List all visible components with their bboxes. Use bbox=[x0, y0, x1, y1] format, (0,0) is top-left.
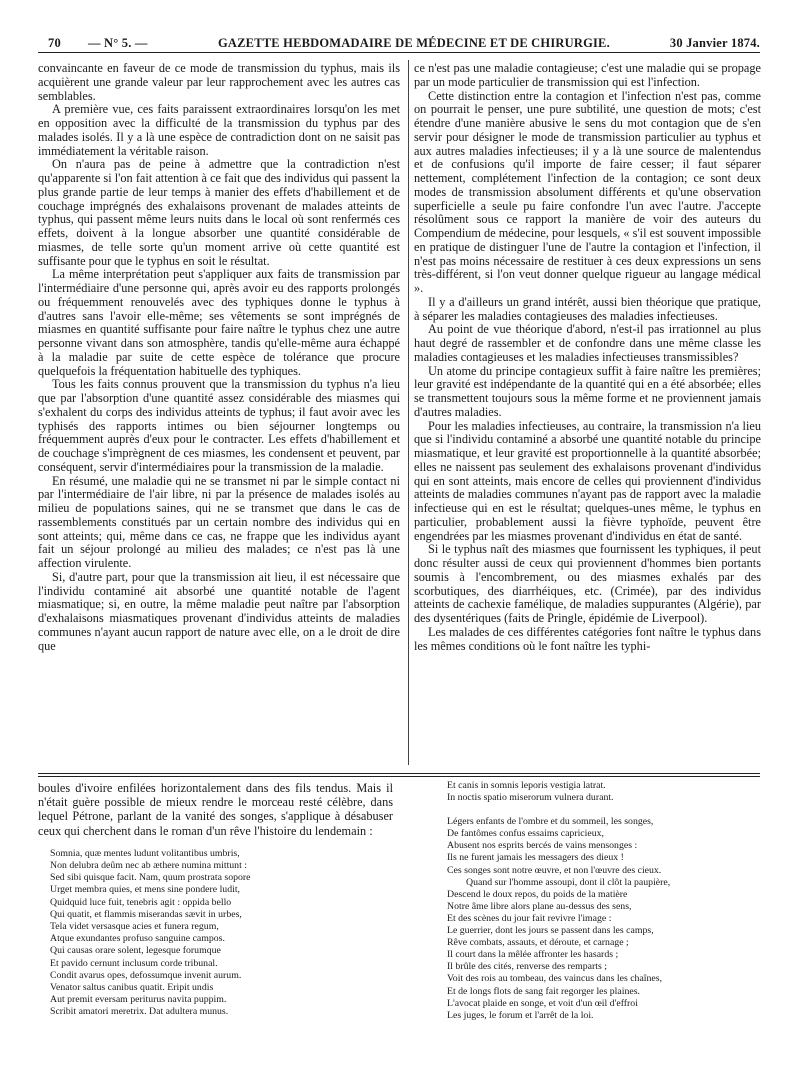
verse-line: Somnia, quæ mentes ludunt volitantibus umbris, bbox=[50, 847, 240, 859]
paragraph: La même interprétation peut s'appliquer aux faits de transmission par l'intermédiaire d'une personne qui, après avoir eu des rapports prolongés ou fréquemment renouvelés avec des typhiques donne le typhus à d'autres sans l'avoir elle-même; ses vêtements se sont imprégnés de miasmes en quantité suffisante pour faire naître le typhus chez une autre personne vivant dans son atmosphère, tandis qu'elle-même aura échappé à la maladie par suite de cette espèce de tolérance que procure quelquefois la fréquentation habituelle des typhiques. bbox=[38, 267, 400, 378]
verse-line: Descend le doux repos, du poids de la matière bbox=[447, 888, 628, 900]
verse-line: In noctis spatio miserorum vulnera durant. bbox=[447, 792, 614, 804]
feuilleton-rule-double bbox=[38, 776, 760, 777]
verse-line: Il brûle des cités, renverse des remparts ; bbox=[447, 961, 607, 973]
verse-line: Venator saltus canibus quatit. Eripit undis bbox=[50, 982, 214, 994]
page-number: 70 bbox=[48, 36, 61, 50]
verse-line: Aut premit eversam periturus navita puppim. bbox=[50, 994, 227, 1006]
feuilleton-rule bbox=[38, 773, 760, 774]
right-column bbox=[414, 62, 761, 653]
paragraph: En résumé, une maladie qui ne se transmet ni par le simple contact ni par l'intermédiaire de l'air libre, ni par la présence de malades isolés au milieu de populations saines, qui ne se transmet que dans le cas de rassemblements constitués par un certain nombre des individus qui en sont atteints; qui, même dans ce cas, ne frappe que les individus ayant fait un séjour prolongé au milieu des malades; ce n'est pas là une affection virulente. bbox=[38, 473, 400, 570]
verse-line: Quidquid luce fuit, tenebris agit : oppida bello bbox=[50, 896, 232, 908]
issue-date: 30 Janvier 1874. bbox=[669, 36, 760, 50]
header-rule bbox=[38, 52, 760, 53]
verse-line: Qui quatit, et flammis miserandas sævit in urbes, bbox=[50, 908, 242, 920]
paragraph: Tous les faits connus prouvent que la transmission du typhus n'a lieu que par l'absorption d'une quantité assez considérable des miasmes qui s'exhalent du corps des individus atteints de typhus; il faut avoir avec les typhisés des rapports intimes ou bien séjourner longtemps ou fréquemment auprès d'eux pour le contracter. Les effets d'habillement et de couchage s'imprègnent de ces miasmes, les condensent et peuvent, par conséquent, servir d'intermédiaires pour la transmission de la maladie. bbox=[38, 377, 400, 474]
paragraph: ce n'est pas une maladie contagieuse; c'est une maladie qui se propage par un mode particulier de transmission qui est l'infection. bbox=[414, 61, 761, 89]
verse-line: Et pavido cernunt inclusum corde tribunal. bbox=[50, 957, 218, 969]
verse-line: Le guerrier, dont les jours se passent dans les camps, bbox=[447, 925, 654, 937]
page-header bbox=[38, 0, 760, 60]
journal-title: GAZETTE HEBDOMADAIRE DE MÉDECINE ET DE CHIRURGIE. bbox=[218, 36, 610, 50]
verse-line: Et de longs flots de sang fait regorger les plaines. bbox=[447, 985, 640, 997]
verse-line: Abusent nos esprits bercés de vains mensonges : bbox=[447, 840, 638, 852]
paragraph: Un atome du principe contagieux suffit à faire naître les premières; leur gravité est indépendante de la quantité qui en a été absorbée; elles se transmettent toujours sous la même forme et ne proviennent jamais d'autres maladies. bbox=[414, 363, 761, 419]
verse-line: De fantômes confus essaims capricieux, bbox=[447, 828, 604, 840]
verse-line: Les juges, le forum et l'arrêt de la loi. bbox=[447, 1009, 594, 1021]
paragraph: Si le typhus naît des miasmes que fournissent les typhiques, il peut donc résulter aussi de ceux qui proviennent d'hommes bien portants soumis à l'encombrement, ou des miasmes exhalés par des scorbutiques, des diarrhéiques, etc. (Crimée), par des individus atteints de cachexie famélique, de maladies suppurantes (Algérie), par des dysentériques (faits de Pringle, épidémie de Liverpool). bbox=[414, 542, 761, 625]
verse-line: Qui causas orare solent, legesque forumque bbox=[50, 945, 221, 957]
paragraph: A première vue, ces faits paraissent extraordinaires lorsqu'on les met en opposition avec la difficulté de la transmission du typhus par des malades isolés. Il y a là une espèce de contradiction dont on ne saisit pas immédiatement la véritable raison. bbox=[38, 102, 400, 158]
verse-line: Scribit amatori meretrix. Dat adultera munus. bbox=[50, 1006, 229, 1018]
issue-number: — N° 5. — bbox=[88, 36, 148, 50]
verse-line: Non delubra deûm nec ab æthere numina mittunt : bbox=[50, 860, 247, 872]
feuilleton-left bbox=[38, 781, 393, 1019]
column-divider bbox=[408, 60, 409, 765]
verse-line: Ils ne furent jamais les messagers des dieux ! bbox=[447, 852, 624, 864]
verse-line: Sed sibi quisque facit. Nam, quum prostrata sopore bbox=[50, 872, 251, 884]
verse-line: L'avocat plaide en songe, et voit d'un œil d'effroi bbox=[447, 997, 638, 1009]
verse-line: Condit avarus opes, defossumque invenit aurum. bbox=[50, 969, 242, 981]
verse-line: Légers enfants de l'ombre et du sommeil, les songes, bbox=[447, 816, 654, 828]
paragraph: Pour les maladies infectieuses, au contraire, la transmission n'a lieu que si l'individu contaminé a absorbé une quantité notable du principe miasmatique, et leur gravité est proportionnelle à la quantité absorbée; elles ne naissent pas seulement des exhalaisons provenant d'individus qui en sont atteints, mais encore de celles qui proviennent d'individus atteints de maladies communes n'ayant pas de rapport avec la maladie infectieuse qui en est le résultat; quelques-unes même, le typhus en particulier, probablement aussi la fièvre typhoïde, peuvent être engendrées par les miasmes provenant d'individus en état de santé. bbox=[414, 418, 761, 543]
verse-line: Il court dans la mêlée affronter les hasards ; bbox=[447, 949, 619, 961]
feuilleton-right bbox=[414, 780, 761, 1022]
paragraph: Au point de vue théorique d'abord, n'est-il pas irrationnel au plus haut degré de rassembler et de confondre dans une même classe les maladies contagieuses et les maladies infectieuses transmissibles? bbox=[414, 322, 761, 364]
paragraph: Cette distinction entre la contagion et l'infection n'est pas, comme on pourrait le penser, une pure subtilité, une question de mots; c'est étendre d'une manière abusive le sens du mot contagion que de s'en servir pour désigner le mode de transmission particulier au typhus et aux autres maladies infectieuses; il y a là une source de malentendus et de confusions qu'il importe de faire cesser; il faut séparer nettement, complétement l'infection de la contagion; ce sont deux modes de transmission absolument différents et qu'une observation superficielle a seule pu faire confondre l'un avec l'autre. J'accepte résolûment sous ce rapport la manière de voir des auteurs du Compendium de médecine, pour lesquels, « s'il est souvent impossible en pratique de distinguer l'une de l'autre la contagion et l'infection, il n'est pas moins nécessaire de restituer à ces deux expressions un sens très-différent, si l'on veut donner quelque rigueur au langage médical ». bbox=[414, 88, 761, 295]
latin-poem bbox=[50, 848, 393, 1019]
paragraph: Il y a d'ailleurs un grand intérêt, aussi bien théorique que pratique, à séparer les maladies contagieuses des maladies infectieuses. bbox=[414, 294, 761, 323]
paragraph: convaincante en faveur de ce mode de transmission du typhus, mais ils acquièrent une grande valeur par leur rapprochement avec les autres cas semblables. bbox=[38, 61, 400, 103]
verse-line: Urget membra quies, et mens sine pondere ludit, bbox=[50, 884, 240, 896]
left-column bbox=[38, 62, 400, 653]
verse-line: Et canis in somnis leporis vestigia latrat. bbox=[447, 780, 606, 791]
verse-line: Voit des rois au tombeau, des vaincus dans les chaînes, bbox=[447, 973, 663, 985]
paragraph: Si, d'autre part, pour que la transmission ait lieu, il est nécessaire que l'individu contaminé ait absorbé une quantité notable de l'agent miasmatique; si, en outre, la même maladie peut naître par l'absorption d'exhalaisons miasmatiques provenant d'individus atteints de maladies communes n'ayant aucun rapport de nature avec elle, on a le droit de dire que bbox=[38, 569, 400, 653]
verse-line: Quand sur l'homme assoupi, dont il clôt la paupière, bbox=[466, 876, 671, 888]
verse-line: Atque exundantes profuso sanguine campos. bbox=[50, 933, 225, 945]
verse-line: Rêve combats, assauts, et déroute, et carnage ; bbox=[447, 937, 629, 949]
verse-line: Ces songes sont notre œuvre, et non l'œuvre des cieux. bbox=[447, 864, 662, 876]
verse-line: Et des scènes du jour fait revivre l'image : bbox=[447, 912, 612, 924]
paragraph: Les malades de ces différentes catégories font naître le typhus dans les mêmes conditions où le font naître les typhi- bbox=[414, 624, 761, 653]
paragraph: On n'aura pas de peine à admettre que la contradiction n'est qu'apparente si l'on fait attention à ce fait que des individus qui passent la plus grande partie de leur temps à manier des effets d'habillement et de couchage imprégnés des exhalaisons provenant de malades atteints de typhus, qui passent même leurs nuits dans le local où sont renfermés ces effets, doivent à la longue absorber une quantité considérable de miasmes, de telle sorte qu'un moment arrive où cette quantité est suffisante pour que le typhus en soit le résultat. bbox=[38, 157, 400, 268]
verse-line: Tela videt versasque acies et funera regum, bbox=[50, 921, 219, 933]
verse-line: Notre âme libre alors plane au-dessus des sens, bbox=[447, 900, 632, 912]
feuilleton-intro: boules d'ivoire enfilées horizontalement dans des fils tendus. Mais il n'était guère possible de mieux rendre le morceau resté célèbre, dans lequel Pétrone, parlant de la vanité des songes, s'applique à désabuser ceux qui cherchent dans le roman d'un rêve l'histoire du lendemain : bbox=[38, 781, 393, 838]
